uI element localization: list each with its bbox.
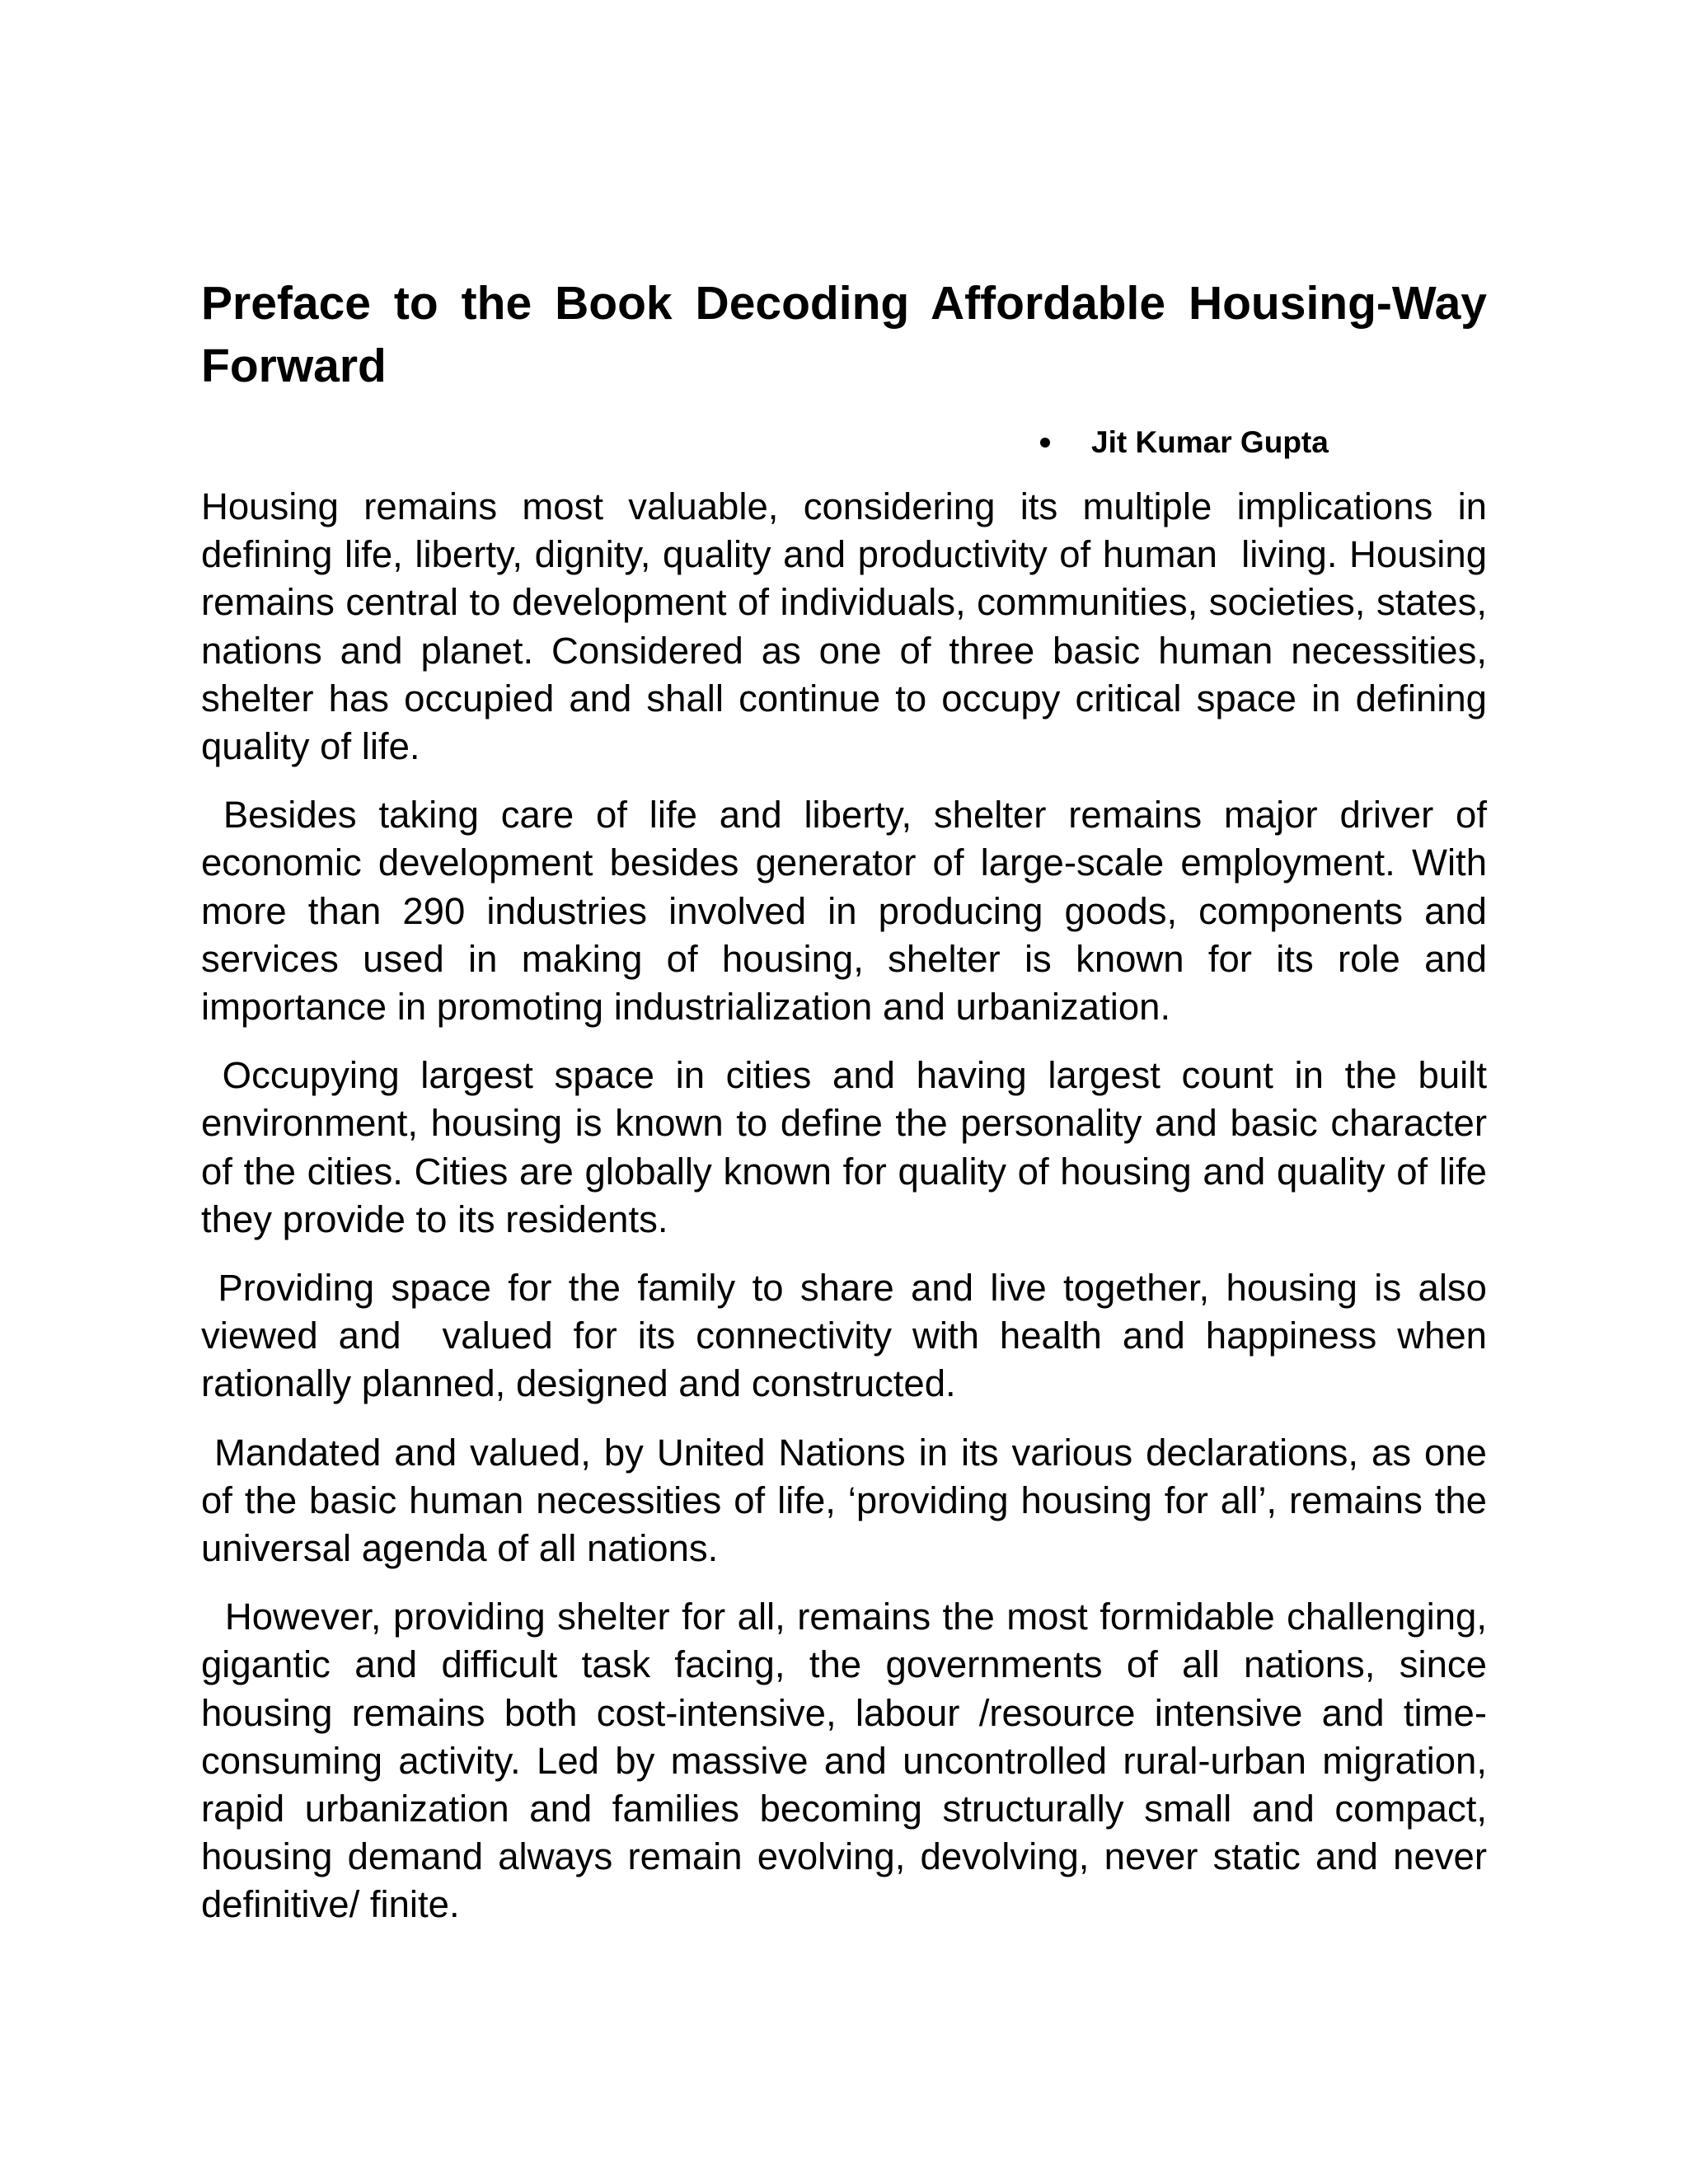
author-name: Jit Kumar Gupta	[1091, 425, 1329, 459]
document-page	[201, 272, 1498, 1950]
author-line	[832, 420, 1487, 465]
paragraph-2: Besides taking care of life and liberty, shelter remains major driver of economic development besides generator of large-scale employment. With more than 290 industries involved in producing goods, components and services used in making of housing, shelter is known for its role and importance in promoting industrialization and urbanization.	[201, 794, 1498, 1029]
paragraph-4: Providing space for the family to share and live together, housing is also viewed and valued for its connectivity with health and happiness when rationally planned, designed and constructed.	[201, 1267, 1498, 1405]
body-text	[201, 483, 1498, 1929]
page-title: Preface to the Book Decoding Affordable Housing-Way Forward	[201, 277, 1487, 392]
bullet-icon	[1040, 438, 1050, 448]
paragraph-1: Housing remains most valuable, considering its multiple implications in defining life, liberty, dignity, quality and productivity of human living. Housing remains central to development of individuals, communities, societies, states, nations and planet. Considered as one of three basic human necessities, shelter has occupied and shall continue to occupy critical space in defining quality of life.	[201, 485, 1498, 768]
paragraph-6: However, providing shelter for all, remains the most formidable challenging, gigantic and difficult task facing, the governments of all nations, since housing remains both cost-intensive, labour /resource intensive and time- consuming activity. Led by massive and uncontrolled rural-urban migration, rapid urbanization and families becoming structurally small and compact, housing demand always remain evolving, devolving, never static and never definitive/ finite.	[201, 1596, 1498, 1926]
paragraph-3: Occupying largest space in cities and having largest count in the built environment, housing is known to define the personality and basic character of the cities. Cities are globally known for quality of housing and quality of life they provide to its residents.	[201, 1054, 1498, 1240]
paragraph-5: Mandated and valued, by United Nations in its various declarations, as one of the basic human necessities of life, ‘providing housing for all’, remains the universal agenda of all nations.	[201, 1431, 1498, 1570]
